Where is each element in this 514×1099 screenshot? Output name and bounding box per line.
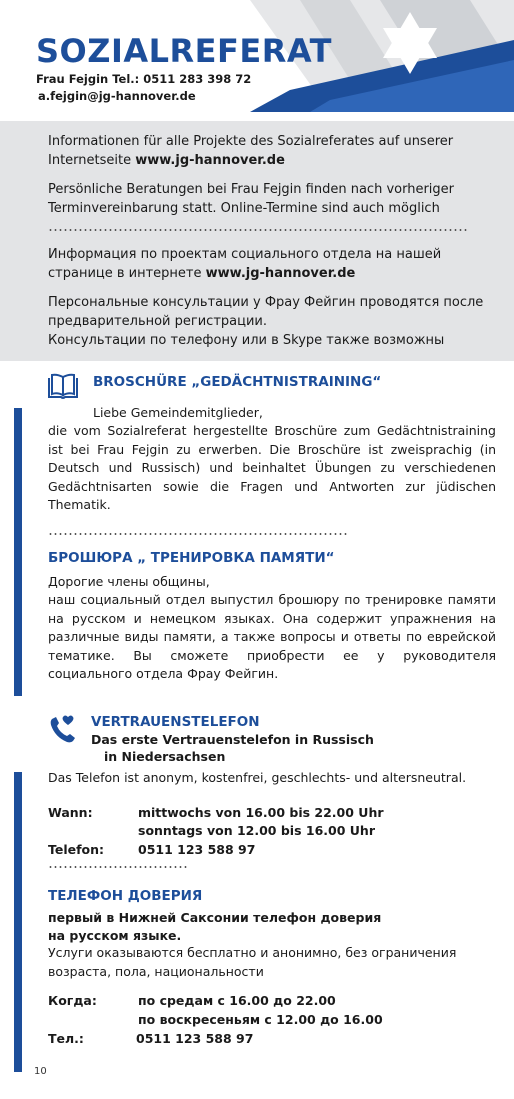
ru-phone-number[interactable]: 0511 123 588 97	[136, 1031, 254, 1046]
ru-website-link[interactable]: www.jg-hannover.de	[205, 266, 356, 281]
de-when-label: Wann:	[48, 805, 93, 820]
contact-line: Frau Fejgin Tel.: 0511 283 398 72	[36, 72, 252, 86]
de-phone-number[interactable]: 0511 123 588 97	[138, 842, 256, 857]
brochure-ru-greeting: Дорогие члены общины,	[48, 574, 210, 589]
hotline-de-heading: VERTRAUENSTELEFON	[91, 714, 260, 730]
ru-info-text	[48, 245, 498, 283]
de-info: Informationen für alle Projekte des Sozialreferates auf unserer Internetseite	[48, 134, 454, 168]
ru-consult-2: Консультации по телефону или в Skype также возможны	[48, 333, 445, 348]
de-when-2: sonntags von 12.00 bis 16.00 Uhr	[138, 823, 375, 838]
brochure-de-heading: BROSCHÜRE „GEDÄCHTNISTRAINING“	[93, 374, 382, 390]
hotline-de-text: Das Telefon ist anonym, kostenfrei, geschlechts- und altersneutral.	[48, 770, 467, 785]
ru-phone-label: Тел.:	[48, 1031, 84, 1046]
brochure-ru-text: наш социальный отдел выпустил брошюру по тренировке памяти на русском и немецком языках. Она содержит упражнения на различные виды памяти, а также вопросы и ответы по еврейской тематике. Вы сможете приобрести ее у руководителя социального отдела Фрау Фейгин.	[48, 592, 496, 681]
hotline-ru-text: Услуги оказываются бесплатно и анонимно, без ограничения возраста, пола, национальности	[48, 945, 457, 979]
brochure-ru-heading: БРОШЮРА „ ТРЕНИРОВКА ПАМЯТИ“	[48, 550, 335, 566]
ru-when-2: по воскресеньям с 12.00 до 16.00	[138, 1012, 383, 1027]
dotted-divider	[48, 866, 188, 868]
ru-when-1: по средам с 16.00 до 22.00	[138, 993, 336, 1008]
de-phone-label: Telefon:	[48, 842, 105, 857]
info-box	[0, 121, 514, 361]
dotted-divider	[48, 229, 468, 231]
page-number: 10	[34, 1066, 47, 1077]
book-icon	[46, 372, 80, 402]
de-website-link[interactable]: www.jg-hannover.de	[135, 153, 285, 168]
dotted-divider	[48, 533, 348, 535]
phone-heart-icon	[48, 713, 78, 745]
ru-when-label: Когда:	[48, 993, 97, 1008]
hotline-de-subheading-1: Das erste Vertrauenstelefon in Russisch	[91, 732, 374, 747]
contact-email[interactable]: a.fejgin@jg-hannover.de	[38, 89, 196, 103]
hotline-ru-subheading-2: на русском языке.	[48, 928, 182, 943]
brochure-de-greeting: Liebe Gemeindemitglieder,	[93, 405, 263, 420]
de-consult-text: Persönliche Beratungen bei Frau Fejgin finden nach vorheriger Terminvereinbarung statt. Online-Termine sind auch möglich	[48, 182, 454, 216]
de-info-text	[48, 132, 498, 170]
hotline-ru-subheading-1: первый в Нижней Саксонии телефон доверия	[48, 910, 382, 925]
ru-consult-1: Персональные консультации у Фрау Фейгин проводятся после предварительной регистрации.	[48, 295, 484, 329]
hotline-ru-heading: ТЕЛЕФОН ДОВЕРИЯ	[48, 888, 203, 904]
header-banner	[0, 0, 514, 112]
ru-info: Информация по проектам социального отдела на нашей странице в интернете	[48, 247, 442, 281]
de-when-1: mittwochs von 16.00 bis 22.00 Uhr	[138, 805, 384, 820]
hotline-de-subheading-2: in Niedersachsen	[104, 749, 226, 764]
section-accent-bar	[14, 408, 22, 696]
section-accent-bar	[14, 772, 22, 1072]
brochure-de-text: die vom Sozialreferat hergestellte Broschüre zum Gedächtnistraining ist bei Frau Fejgin zu erwerben. Die Broschüre ist zweisprachig (in Deutsch und Russisch) und beinhaltet Übungen zu verschiedenen Gedächtnisarten sowie die Fragen und Antworten zur jüdischen Thematik.	[48, 423, 496, 512]
page-title: SOZIALREFERAT	[36, 32, 332, 70]
